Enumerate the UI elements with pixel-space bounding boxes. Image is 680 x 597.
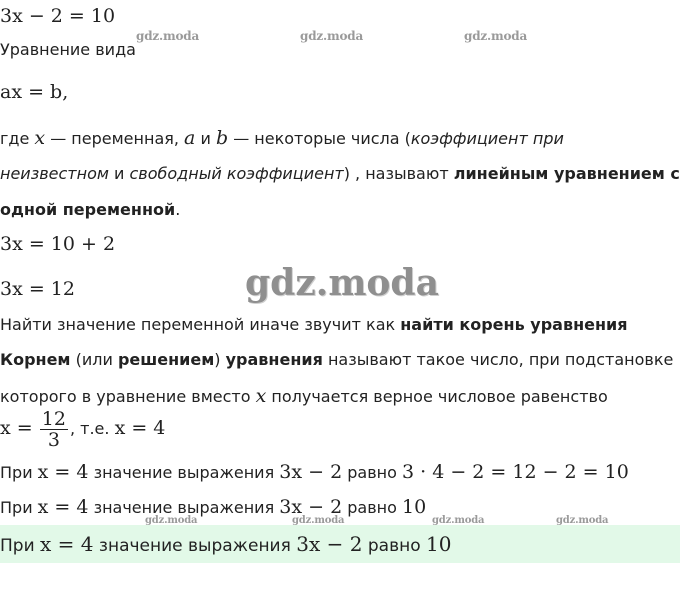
root-line <box>0 314 628 336</box>
math-var-x-glyph: x <box>34 127 46 149</box>
root-definition-line-1 <box>0 349 673 371</box>
math-expr: 10 <box>426 532 452 556</box>
math-var-x <box>256 385 267 407</box>
equation-original: 3x − 2 = 10 <box>0 5 116 27</box>
math-var-x <box>34 127 45 149</box>
text-segment: равно <box>342 463 402 482</box>
text-segment: Найти значение переменной иначе звучит как <box>0 315 401 334</box>
bold-term: одной переменной <box>0 200 176 219</box>
text-segment: и <box>195 129 216 148</box>
definition-intro: Уравнение вида <box>0 40 136 59</box>
check-line-2 <box>0 496 426 519</box>
text-segment: равно <box>342 498 402 517</box>
bold-term: найти корень уравнения <box>400 315 628 334</box>
text-segment: ) <box>214 350 226 369</box>
text-segment: При <box>0 498 38 517</box>
math-var-b <box>216 127 228 149</box>
watermark: gdz.moda <box>300 29 364 43</box>
math-rhs: x = 4 <box>114 417 166 439</box>
check-line-1 <box>0 461 629 484</box>
equation-step-1: 3x = 10 + 2 <box>0 233 116 255</box>
text-segment: При <box>0 463 38 482</box>
root-definition-line-2 <box>0 385 608 408</box>
math-expr: x = 4 <box>37 461 89 483</box>
fraction-denominator: 3 <box>47 429 60 451</box>
watermark: gdz.moda <box>292 515 345 526</box>
math-expr: 10 <box>402 496 427 518</box>
math-expr: 3x − 2 <box>279 496 343 518</box>
math-var-a <box>184 127 195 149</box>
math-var-a-glyph: a <box>184 127 196 149</box>
math-expr: 3 · 4 − 2 = 12 − 2 = 10 <box>402 461 629 483</box>
fraction <box>40 409 68 450</box>
fraction-numerator: 12 <box>41 408 66 430</box>
text-segment: — некоторые числа ( <box>228 129 411 148</box>
definition-line-1 <box>0 127 564 150</box>
italic-term: свободный коэффициент <box>129 164 344 183</box>
text-segment: , т.е. <box>69 419 115 438</box>
math-expr: 3x − 2 <box>296 532 363 556</box>
watermark: gdz.moda <box>145 515 198 526</box>
watermark: gdz.moda <box>464 29 528 43</box>
text-segment: ) , называют <box>343 164 454 183</box>
text-segment: значение выражения <box>88 498 280 517</box>
definition-formula: ax = b, <box>0 81 69 103</box>
bold-term: уравнения <box>225 350 323 369</box>
math-expr: 3x − 2 <box>279 461 343 483</box>
text-segment: (или <box>70 350 118 369</box>
text-segment: — переменная, <box>45 129 185 148</box>
watermark: gdz.moda <box>432 515 485 526</box>
text-segment: получается верное числовое равенство <box>266 387 608 406</box>
text-segment: и <box>108 164 130 183</box>
watermark-large: gdz.moda <box>245 262 439 304</box>
bold-term: Корнем <box>0 350 71 369</box>
bold-term: решением <box>117 350 215 369</box>
text-segment: значение выражения <box>88 463 280 482</box>
math-var-b-glyph: b <box>215 127 229 149</box>
definition-line-3 <box>0 199 180 221</box>
text-segment: равно <box>362 536 427 556</box>
answer-line <box>0 533 451 557</box>
watermark: gdz.moda <box>136 29 200 43</box>
definition-line-2 <box>0 163 680 185</box>
equation-step-2: 3x = 12 <box>0 278 75 300</box>
text-segment: При <box>0 536 41 556</box>
text-segment: . <box>175 200 181 219</box>
italic-term: неизвестном <box>0 164 109 183</box>
math-expr: x = 4 <box>37 496 89 518</box>
bold-term: линейным уравнением с <box>453 164 680 183</box>
math-expr: x = 4 <box>40 532 94 556</box>
text-segment: которого в уравнение вместо <box>0 387 256 406</box>
text-segment: значение выражения <box>93 536 297 556</box>
solution-line <box>0 408 165 450</box>
math-var-x-glyph: x <box>255 385 267 407</box>
math-lhs: x = <box>0 417 33 439</box>
text-segment: где <box>0 129 35 148</box>
italic-term: коэффициент при <box>410 129 564 148</box>
text-segment: называют такое число, при подстановке <box>322 350 674 369</box>
watermark: gdz.moda <box>556 515 609 526</box>
